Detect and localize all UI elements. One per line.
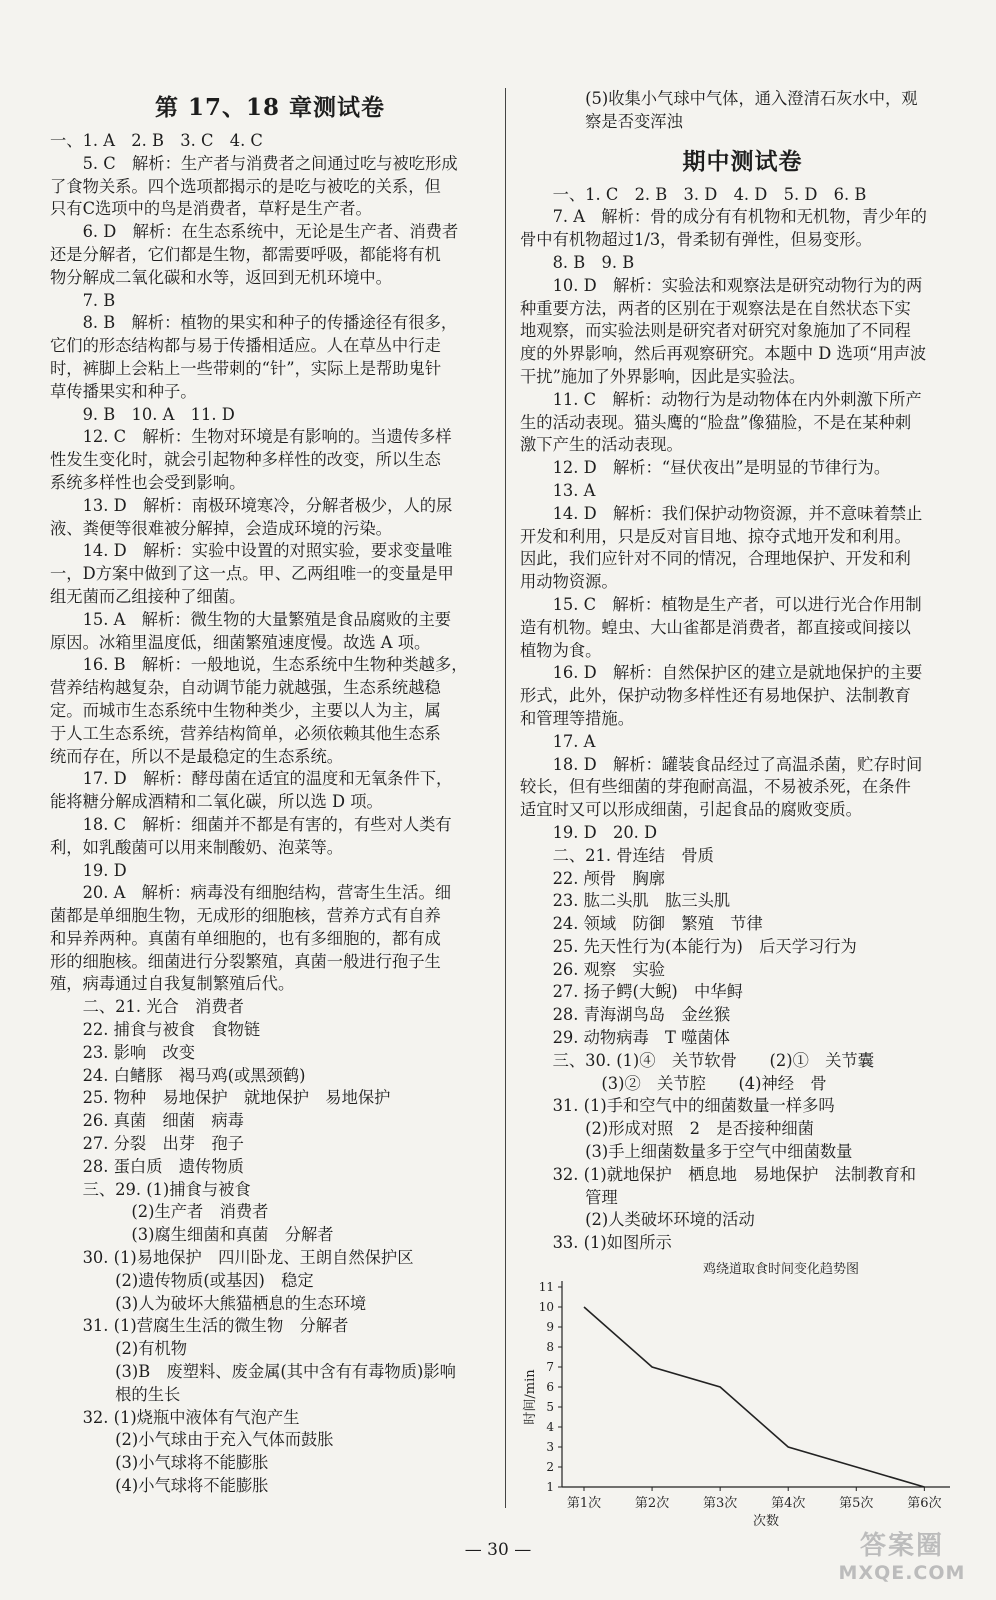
- answer-line: 度的外界影响，然后再观察研究。本题中 D 选项“用声波: [520, 344, 927, 364]
- answer-line: 种重要方法，两者的区别在于观察法是在自然状态下实: [520, 298, 911, 318]
- x-tick-label: 第3次: [702, 1496, 738, 1512]
- right-column: [520, 88, 965, 1527]
- y-tick-label: 6: [546, 1380, 554, 1395]
- answer-line: 25. 物种 易地保护 就地保护 易地保护: [50, 1088, 391, 1108]
- answer-line: 14. D 解析：实验中设置的对照实验，要求变量唯: [50, 541, 453, 561]
- answer-line: 干扰”施加了外界影响，因此是实验法。: [520, 366, 806, 386]
- answer-line: 生的活动表现。猫头鹰的“脸盘”像猫脸，不是在某种刺: [520, 412, 912, 432]
- answer-line: 造有机物。蝗虫、大山雀都是消费者，都直接或间接以: [520, 617, 911, 637]
- answer-line: 察是否变浑浊: [520, 111, 683, 131]
- answer-line: 15. C 解析：植物是生产者，可以进行光合作用制: [520, 594, 922, 614]
- answer-line: (2)人类破坏环境的活动: [520, 1210, 755, 1230]
- answer-line: 30. (1)易地保护 四川卧龙、王朗自然保护区: [50, 1248, 414, 1268]
- answer-line: 7. B: [50, 290, 116, 310]
- answer-line: 激下产生的活动表现。: [520, 435, 683, 455]
- answer-line: (2)形成对照 2 是否接种细菌: [520, 1119, 814, 1139]
- answer-line: 7. A 解析：骨的成分有有机物和无机物，青少年的: [520, 207, 927, 227]
- answer-line: 8. B 9. B: [520, 252, 635, 272]
- answer-line: 9. B 10. A 11. D: [50, 404, 235, 424]
- answer-line: 16. B 解析：一般地说，生态系统中生物种类越多，: [50, 655, 468, 675]
- answer-line: 管理: [520, 1187, 618, 1207]
- answer-line: 6. D 解析：在生态系统中，无论是生产者、消费者: [50, 222, 459, 242]
- answer-line: 29. 动物病毒 T 噬菌体: [520, 1028, 730, 1048]
- answer-line: 能将糖分解成酒精和二氧化碳，所以选 D 项。: [50, 792, 383, 812]
- watermark-url: MXQE.COM: [838, 1562, 966, 1584]
- answer-line: 和管理等措施。: [520, 708, 634, 728]
- chart-svg: [520, 1257, 965, 1527]
- answer-line: 适宜时又可以形成细菌，引起食品的腐败变质。: [520, 800, 862, 820]
- answer-line: 一、1. A 2. B 3. C 4. C: [50, 131, 263, 150]
- y-axis-label: 时间/min: [523, 1369, 538, 1425]
- answer-line: 开发和利用，只是反对盲目地、掠夺式地开发和利用。: [520, 526, 911, 546]
- watermark-logo: [836, 1525, 968, 1584]
- answer-line: 一、1. C 2. B 3. D 4. D 5. D 6. B: [520, 184, 867, 204]
- answer-line: 13. D 解析：南极环境寒冷，分解者极少，人的尿: [50, 495, 453, 515]
- y-tick-label: 1: [546, 1480, 554, 1495]
- answer-line: 10. D 解析：实验法和观察法是研究动物行为的两: [520, 275, 923, 295]
- answer-line: 20. A 解析：病毒没有细胞结构，营寄生生活。细: [50, 883, 452, 903]
- watermark-text: 答案圈: [859, 1531, 944, 1561]
- answer-line: 17. A: [520, 731, 596, 751]
- answer-line: 形式，此外，保护动物多样性还有易地保护、法制教育: [520, 686, 911, 706]
- right-continued-lines: [520, 88, 965, 134]
- answer-line: 31. (1)手和空气中的细菌数量一样多吗: [520, 1096, 835, 1116]
- answer-line: 32. (1)就地保护 栖息地 易地保护 法制教育和: [520, 1164, 917, 1184]
- answer-line: 液、粪便等很难被分解掉，会造成环境的污染。: [50, 518, 392, 538]
- answer-line: 5. C 解析：生产者与消费者之间通过吃与被吃形成: [50, 153, 458, 173]
- answer-line: 还是分解者，它们都是生物，都需要呼吸，都能将有机: [50, 244, 441, 264]
- answer-line: 和异养两种。真菌有单细胞的，也有多细胞的，都有成: [50, 928, 441, 948]
- answer-line: 15. A 解析：微生物的大量繁殖是食品腐败的主要: [50, 609, 452, 629]
- answer-line: (3)② 关节腔 (4)神经 骨: [520, 1073, 827, 1093]
- y-tick-label: 10: [538, 1300, 554, 1315]
- answer-line: 32. (1)烧瓶中液体有气泡产生: [50, 1407, 300, 1427]
- answer-line: (2)有机物: [50, 1339, 188, 1359]
- answer-line: 一，D方案中做到了这一点。甲、乙两组唯一的变量是甲: [50, 564, 454, 584]
- y-tick-label: 5: [546, 1400, 554, 1415]
- answer-line: 时，裤脚上会粘上一些带刺的“针”，实际上是帮助鬼针: [50, 358, 442, 378]
- y-tick-label: 3: [546, 1440, 554, 1455]
- answer-line: 23. 影响 改变: [50, 1042, 196, 1062]
- answer-line: 营养结构越复杂，自动调节能力就越强，生态系统越稳: [50, 678, 441, 698]
- chapter-test-title: 第 17、18 章测试卷: [154, 94, 386, 121]
- right-answer-lines: [520, 184, 965, 1255]
- y-tick-label: 11: [538, 1280, 554, 1295]
- answer-line: 用动物资源。: [520, 572, 618, 592]
- answer-line: 物分解成二氧化碳和水等，返回到无机环境中。: [50, 267, 392, 287]
- answer-line: 12. D 解析：“昼伏夜出”是明显的节律行为。: [520, 458, 891, 478]
- answer-line: (2)生产者 消费者: [50, 1202, 269, 1222]
- x-tick-label: 第5次: [839, 1496, 874, 1512]
- answer-line: 25. 先天性行为(本能行为) 后天学习行为: [520, 936, 857, 956]
- answer-line: 18. C 解析：细菌并不都是有害的，有些对人类有: [50, 814, 452, 834]
- page-number: — 30 —: [464, 1540, 532, 1560]
- answer-line: (2)遗传物质(或基因) 稳定: [50, 1270, 314, 1290]
- x-tick-label: 第1次: [566, 1496, 602, 1512]
- answer-line: 菌都是单细胞生物，无成形的细胞核，营养方式有自养: [50, 906, 441, 926]
- answer-line: 17. D 解析：酵母菌在适宜的温度和无氧条件下，: [50, 769, 453, 789]
- answer-line: 地观察，而实验法则是研究者对研究对象施加了不同程: [520, 321, 911, 341]
- answer-line: (3)小气球将不能膨胀: [50, 1453, 269, 1473]
- answer-line: (2)小气球由于充入气体而鼓胀: [50, 1430, 334, 1450]
- answer-line: 27. 扬子鳄(大鲵) 中华鲟: [520, 982, 743, 1002]
- answer-line: 了食物关系。四个选项都揭示的是吃与被吃的关系，但: [50, 176, 441, 196]
- x-tick-label: 第6次: [907, 1496, 942, 1512]
- answer-line: 28. 青海湖鸟岛 金丝猴: [520, 1005, 731, 1025]
- answer-line: (5)收集小气球中气体，通入澄清石灰水中，观: [520, 89, 918, 108]
- answer-line: 二、21. 骨连结 骨质: [520, 845, 714, 865]
- answer-line: 8. B 解析：植物的果实和种子的传播途径有很多，: [50, 313, 458, 333]
- answer-line: (3)腐生细菌和真菌 分解者: [50, 1225, 334, 1245]
- answer-line: 统而存在，所以不是最稳定的生态系统。: [50, 746, 344, 766]
- answer-line: 性发生变化时，就会引起物种多样性的改变，所以生态: [50, 450, 441, 470]
- answer-line: 它们的形态结构都与易于传播相适应。人在草丛中行走: [50, 336, 441, 356]
- y-tick-label: 8: [546, 1340, 554, 1355]
- answer-line: 22. 捕食与被食 食物链: [50, 1020, 261, 1040]
- answer-line: 23. 肱二头肌 肱三头肌: [520, 891, 731, 911]
- left-column: [50, 88, 490, 1498]
- answer-line: 27. 分裂 出芽 孢子: [50, 1134, 244, 1154]
- answer-line: 只有C选项中的鸟是消费者，草籽是生产者。: [50, 199, 372, 219]
- answer-line: 三、30. (1)④ 关节软骨 (2)① 关节囊: [520, 1050, 874, 1070]
- answer-line: 定。而城市生态系统中生物种类少，主要以人为主，属: [50, 700, 441, 720]
- answer-line: 组无菌而乙组接种了细菌。: [50, 586, 246, 606]
- answer-line: (4)小气球将不能膨胀: [50, 1476, 269, 1496]
- answer-line: (3)B 废塑料、废金属(其中含有有毒物质)影响: [50, 1362, 456, 1382]
- answer-line: 形的细胞核。细菌进行分裂繁殖，真菌一般进行孢子生: [50, 951, 441, 971]
- answer-line: 24. 白鳍豚 褐马鸡(或黑颈鹤): [50, 1065, 306, 1085]
- answer-line: 16. D 解析：自然保护区的建立是就地保护的主要: [520, 663, 923, 683]
- answer-line: 19. D 20. D: [520, 822, 658, 842]
- answer-line: 33. (1)如图所示: [520, 1233, 672, 1253]
- left-answer-lines: [50, 130, 490, 1498]
- answer-line: 28. 蛋白质 遗传物质: [50, 1156, 244, 1176]
- answer-line: 于人工生态系统，营养结构简单，必须依赖其他生态系: [50, 723, 441, 743]
- answer-line: 较长，但有些细菌的芽孢耐高温，不易被杀死，在条件: [520, 777, 911, 797]
- answer-line: (3)人为破坏大熊猫栖息的生态环境: [50, 1293, 367, 1313]
- y-tick-label: 4: [546, 1420, 554, 1435]
- answer-line: 13. A: [520, 480, 596, 500]
- answer-line: 系统多样性也会受到影响。: [50, 472, 246, 492]
- y-tick-label: 7: [546, 1360, 554, 1375]
- answer-line: 殖，病毒通过自我复制繁殖后代。: [50, 974, 295, 994]
- answer-line: 26. 观察 实验: [520, 959, 666, 979]
- line-chart: [520, 1257, 965, 1527]
- answer-line: 19. D: [50, 860, 127, 880]
- answer-line: 二、21. 光合 消费者: [50, 997, 244, 1017]
- answer-line: 利，如乳酸菌可以用来制酸奶、泡菜等。: [50, 837, 344, 857]
- answer-line: 12. C 解析：生物对环境是有影响的。当遗传多样: [50, 427, 452, 447]
- answer-line: 三、29. (1)捕食与被食: [50, 1179, 251, 1199]
- answer-line: 植物为食。: [520, 640, 602, 660]
- answer-line: 根的生长: [50, 1384, 181, 1404]
- answer-line: 骨中有机物超过1/3，骨柔韧有弹性，但易变形。: [520, 230, 872, 250]
- answer-line: 原因。冰箱里温度低，细菌繁殖速度慢。故选 A 项。: [50, 632, 431, 652]
- series-line: [584, 1307, 924, 1487]
- answer-line: 22. 颅骨 胸廓: [520, 868, 666, 888]
- x-axis-label: 次数: [752, 1514, 780, 1528]
- x-tick-label: 第4次: [771, 1496, 806, 1512]
- y-tick-label: 9: [546, 1320, 554, 1335]
- answer-line: 14. D 解析：我们保护动物资源，并不意味着禁止: [520, 503, 923, 523]
- column-divider: [505, 88, 506, 1508]
- answer-line: 26. 真菌 细菌 病毒: [50, 1111, 244, 1131]
- answer-line: (3)手上细菌数量多于空气中细菌数量: [520, 1142, 853, 1162]
- answer-line: 18. D 解析：罐装食品经过了高温杀菌，贮存时间: [520, 754, 923, 774]
- answer-line: 24. 领域 防御 繁殖 节律: [520, 914, 763, 934]
- chart-title: 鸡绕道取食时间变化趋势图: [702, 1262, 860, 1278]
- answer-line: 31. (1)营腐生生活的微生物 分解者: [50, 1316, 349, 1336]
- answer-line: 草传播果实和种子。: [50, 381, 197, 401]
- x-tick-label: 第2次: [634, 1496, 670, 1512]
- answer-line: 11. C 解析：动物行为是动物体在内外刺激下所产: [520, 389, 922, 409]
- y-tick-label: 2: [546, 1460, 554, 1475]
- midterm-test-title: 期中测试卷: [682, 147, 803, 175]
- answer-line: 因此，我们应针对不同的情况，合理地保护、开发和利: [520, 549, 911, 569]
